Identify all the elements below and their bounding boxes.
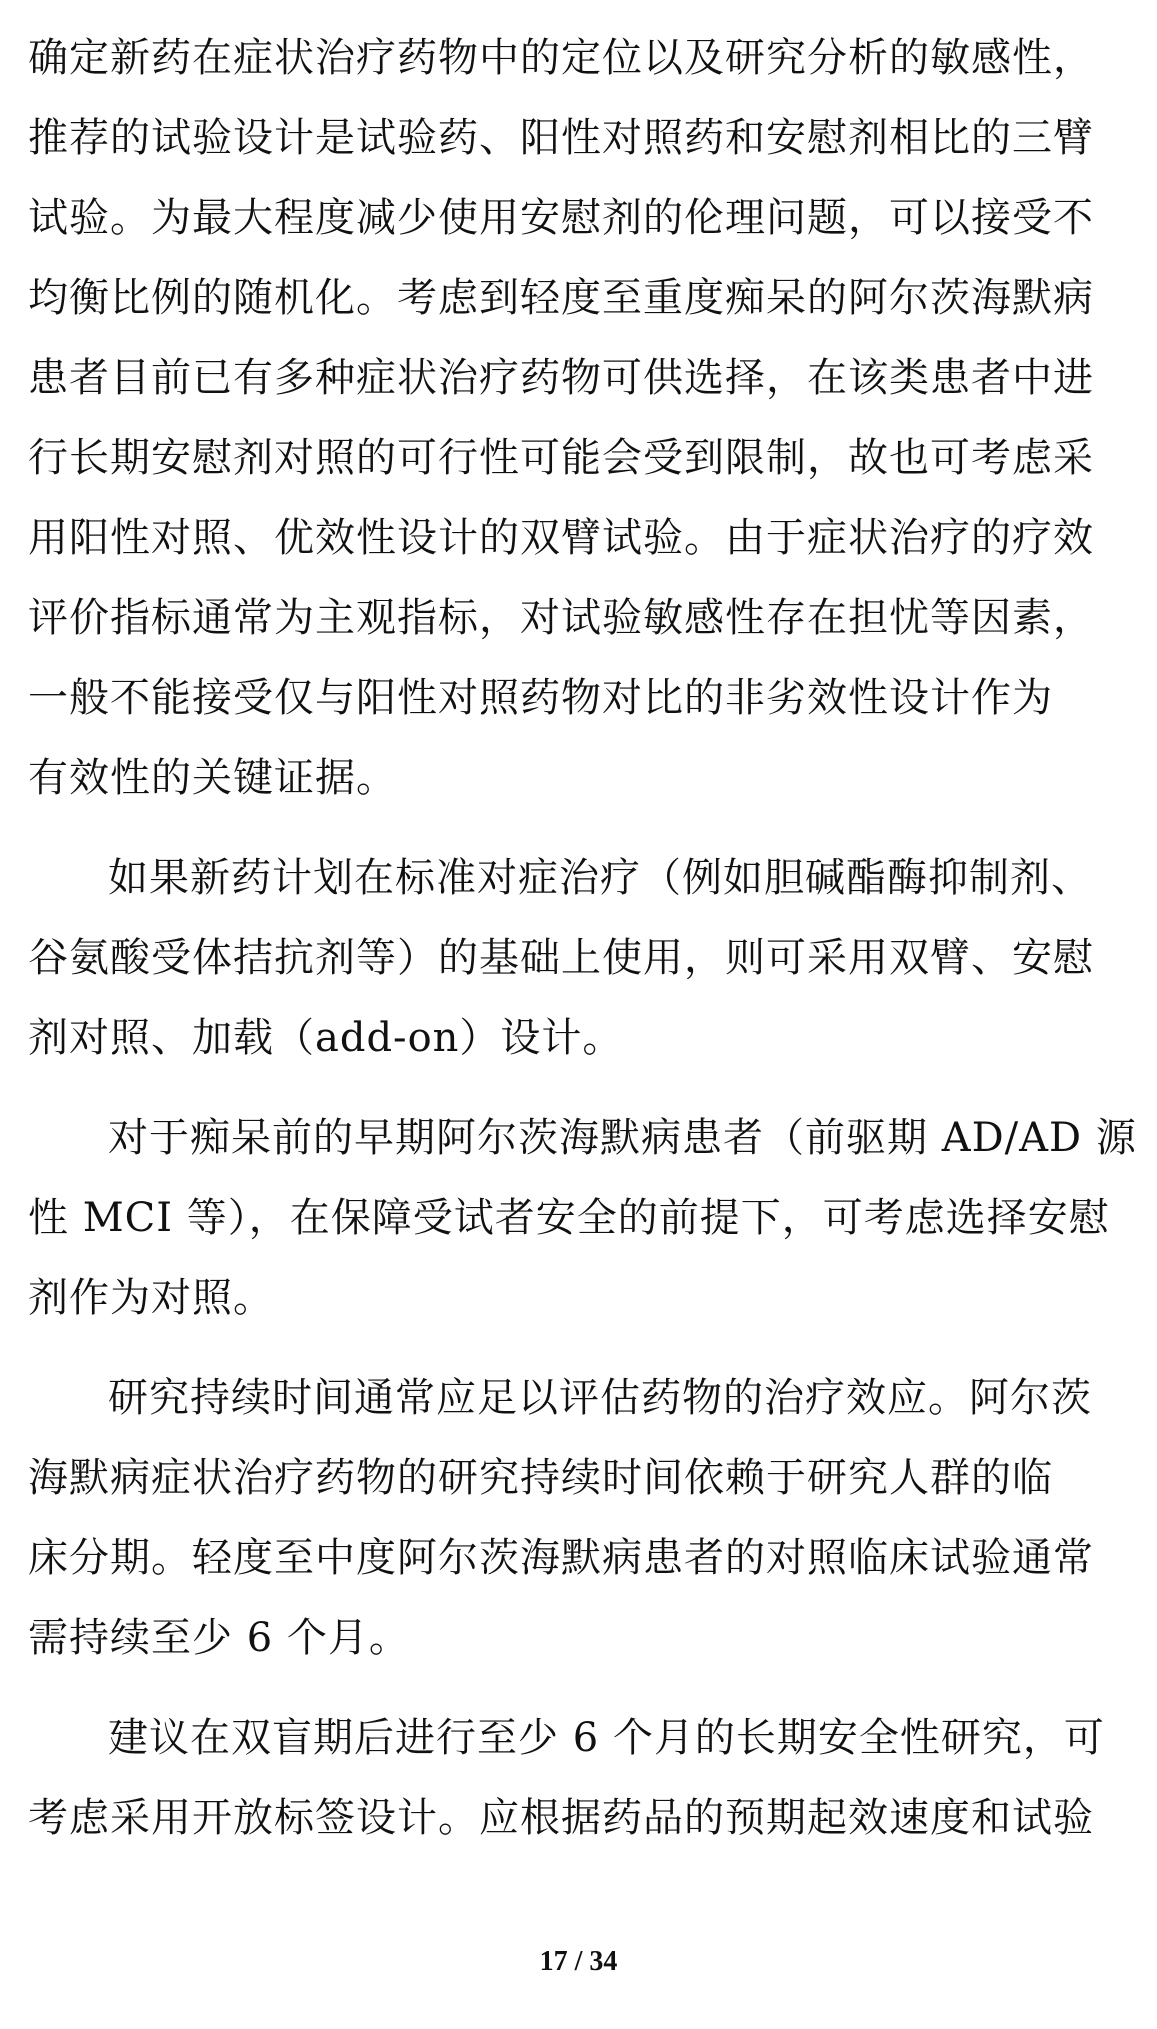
text-line: 性 MCI 等），在保障受试者安全的前提下，可考虑选择安慰 (28, 1195, 1110, 1241)
text-line: 研究持续时间通常应足以评估药物的治疗效应。阿尔茨 (108, 1375, 1092, 1421)
text-line: 床分期。轻度至中度阿尔茨海默病患者的对照临床试验通常 (28, 1535, 1094, 1581)
text-line: 行长期安慰剂对照的可行性可能会受到限制，故也可考虑采 (28, 435, 1094, 481)
text-line: 试验。为最大程度减少使用安慰剂的伦理问题，可以接受不 (28, 195, 1094, 241)
text-line: 推荐的试验设计是试验药、阳性对照药和安慰剂相比的三臂 (28, 115, 1094, 161)
text-line: 评价指标通常为主观指标，对试验敏感性存在担忧等因素， (28, 595, 1094, 641)
text-line: 谷氨酸受体拮抗剂等）的基础上使用，则可采用双臂、安慰 (28, 935, 1094, 981)
text-line: 如果新药计划在标准对症治疗（例如胆碱酯酶抑制剂、 (108, 855, 1092, 901)
text-line: 建议在双盲期后进行至少 6 个月的长期安全性研究，可 (108, 1715, 1105, 1761)
text-line: 有效性的关键证据。 (28, 755, 397, 801)
text-line: 一般不能接受仅与阳性对照药物对比的非劣效性设计作为 (28, 675, 1053, 721)
text-line: 剂作为对照。 (28, 1275, 274, 1321)
text-line: 均衡比例的随机化。考虑到轻度至重度痴呆的阿尔茨海默病 (28, 275, 1094, 321)
text-line: 对于痴呆前的早期阿尔茨海默病患者（前驱期 AD/AD 源 (108, 1115, 1137, 1161)
text-line: 用阳性对照、优效性设计的双臂试验。由于症状治疗的疗效 (28, 515, 1094, 561)
text-line: 海默病症状治疗药物的研究持续时间依赖于研究人群的临 (28, 1455, 1053, 1501)
text-line: 考虑采用开放标签设计。应根据药品的预期起效速度和试验 (28, 1795, 1094, 1841)
text-line: 确定新药在症状治疗药物中的定位以及研究分析的敏感性， (28, 35, 1094, 81)
text-line: 剂对照、加载（add-on）设计。 (28, 1015, 624, 1061)
text-line: 需持续至少 6 个月。 (28, 1615, 410, 1661)
text-line: 患者目前已有多种症状治疗药物可供选择，在该类患者中进 (28, 355, 1094, 401)
page-number: 17 / 34 (539, 1946, 618, 1977)
